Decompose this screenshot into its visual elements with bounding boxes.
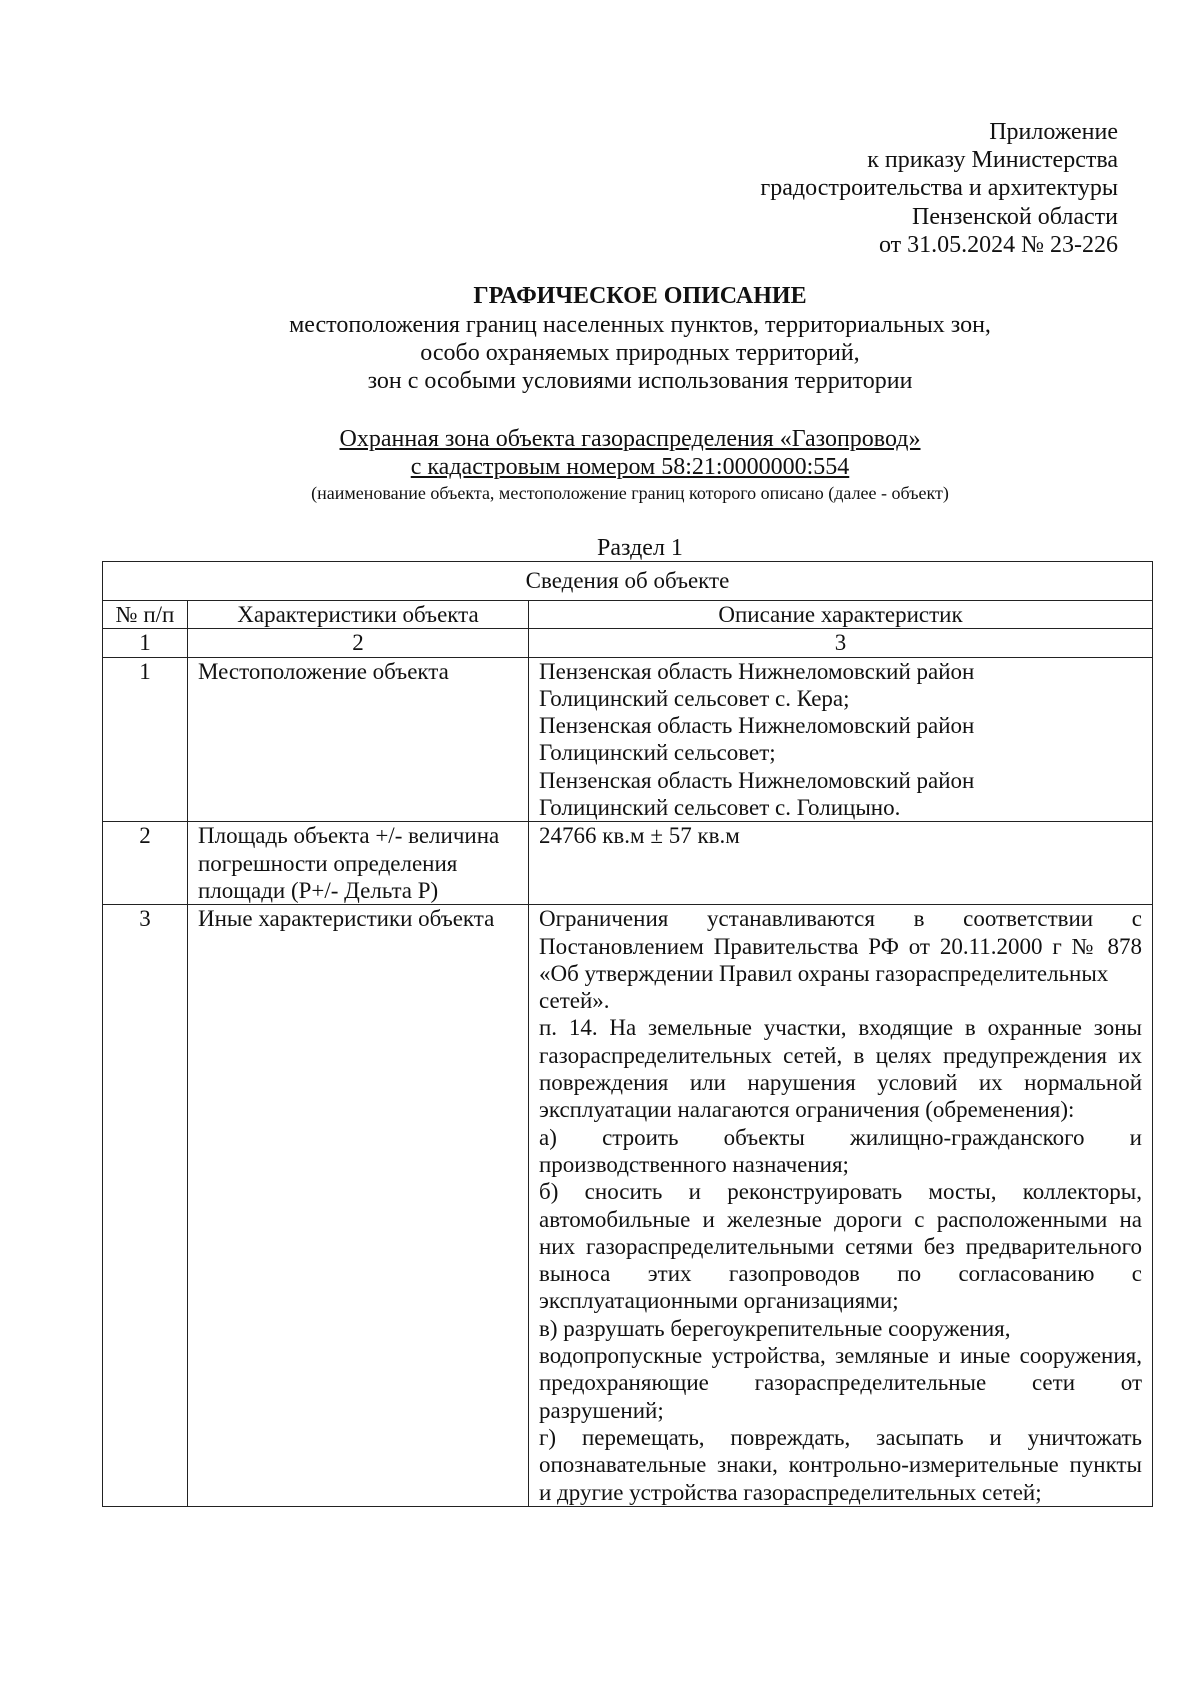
- header-cell: № п/п: [103, 601, 188, 629]
- description-paragraph: в) разрушать берегоукрепительные сооружения,: [539, 1315, 1011, 1341]
- description-line: Пензенская область Нижнеломовский район: [539, 658, 975, 684]
- column-number-cell: 2: [188, 629, 529, 657]
- appendix-line: Приложение: [989, 119, 1118, 145]
- row-characteristic: Иные характеристики объекта: [188, 905, 529, 1507]
- header-cell: Характеристики объекта: [188, 601, 529, 629]
- description-line: Пензенская область Нижнеломовский район: [539, 767, 975, 793]
- object-caption: (наименование объекта, местоположение границ которого описано (далее - объект): [311, 483, 949, 503]
- description-paragraph: Ограничения устанавливаются в соответствии с Постановлением Правительства РФ от 20.11.2000 г № 878 «Об утверждении Правил охраны газораспределительных: [539, 906, 1142, 986]
- header-cell: Описание характеристик: [529, 601, 1153, 629]
- row-number: 1: [103, 657, 188, 822]
- row-characteristic: [188, 822, 529, 905]
- characteristic-line: площади (P+/- Дельта P): [198, 877, 439, 903]
- description-paragraph: г) перемещать, повреждать, засыпать и уничтожать опознавательные знаки, контрольно-измерительные пункты и другие устройства газораспределительных сетей;: [539, 1424, 1142, 1505]
- description-paragraph: водопропускные устройства, земляные и иные сооружения, предохраняющие газораспределительные сети от разрушений;: [539, 1343, 1142, 1423]
- description-paragraph: а) строить объекты жилищно-гражданского и производственного назначения;: [539, 1124, 1142, 1177]
- table-row: [103, 657, 1153, 822]
- description-line: Голицинский сельсовет с. Кера;: [539, 685, 850, 711]
- column-number-cell: 3: [529, 629, 1153, 657]
- row-characteristic: Местоположение объекта: [188, 657, 529, 822]
- description-paragraph: п. 14. На земельные участки, входящие в охранные зоны газораспределительных сетей, в целях предупреждения их повреждения или нарушения условий их нормальной эксплуатации налагаются ограничения (обременения):: [539, 1015, 1142, 1123]
- appendix-line: к приказу Министерства: [867, 147, 1118, 174]
- description-line: Пензенская область Нижнеломовский район: [539, 713, 975, 739]
- object-info-table: [102, 561, 1153, 1507]
- row-number: 3: [103, 905, 188, 1507]
- column-number-row: [103, 629, 1153, 657]
- row-description: [529, 657, 1153, 822]
- subtitle-line: особо охраняемых природных территорий,: [420, 340, 860, 366]
- row-description: 24766 кв.м ± 57 кв.м: [529, 822, 1153, 905]
- subtitle-line: зон с особыми условиями использования территории: [367, 368, 913, 394]
- description-paragraph: б) сносить и реконструировать мосты, коллекторы, автомобильные и железные дороги с расположенными на них газораспределительными сетями без предварительного выноса этих газопроводов по согласованию с эксплуатационными организациями;: [539, 1179, 1142, 1314]
- section-label: Раздел 1: [597, 535, 683, 561]
- table-header-row: [103, 601, 1153, 629]
- description-line: Голицинский сельсовет с. Голицыно.: [539, 795, 901, 821]
- subtitle-line: местоположения границ населенных пунктов, территориальных зон,: [289, 312, 991, 338]
- table-title: Сведения об объекте: [103, 562, 1153, 601]
- appendix-line: градостроительства и архитектуры: [760, 175, 1118, 202]
- table-row: [103, 905, 1153, 1507]
- document-title: [150, 282, 1130, 395]
- column-number-cell: 1: [103, 629, 188, 657]
- object-name-block: [230, 425, 1030, 505]
- description-paragraph: сетей».: [539, 988, 610, 1014]
- object-name-line: с кадастровым номером 58:21:0000000:554: [410, 454, 850, 480]
- appendix-line: Пензенской области: [912, 203, 1118, 230]
- table-row: [103, 822, 1153, 905]
- appendix-header: [618, 118, 1118, 259]
- characteristic-line: погрешности определения: [198, 850, 458, 876]
- row-number: 2: [103, 822, 188, 905]
- main-title: ГРАФИЧЕСКОЕ ОПИСАНИЕ: [473, 283, 807, 309]
- row-description: [529, 905, 1153, 1507]
- appendix-line: от 31.05.2024 № 23-226: [878, 231, 1118, 258]
- description-line: Голицинский сельсовет;: [539, 740, 776, 766]
- characteristic-line: Площадь объекта +/- величина: [198, 823, 500, 849]
- table-title-row: [103, 562, 1153, 601]
- object-name-line: Охранная зона объекта газораспределения «Газопровод»: [339, 426, 921, 452]
